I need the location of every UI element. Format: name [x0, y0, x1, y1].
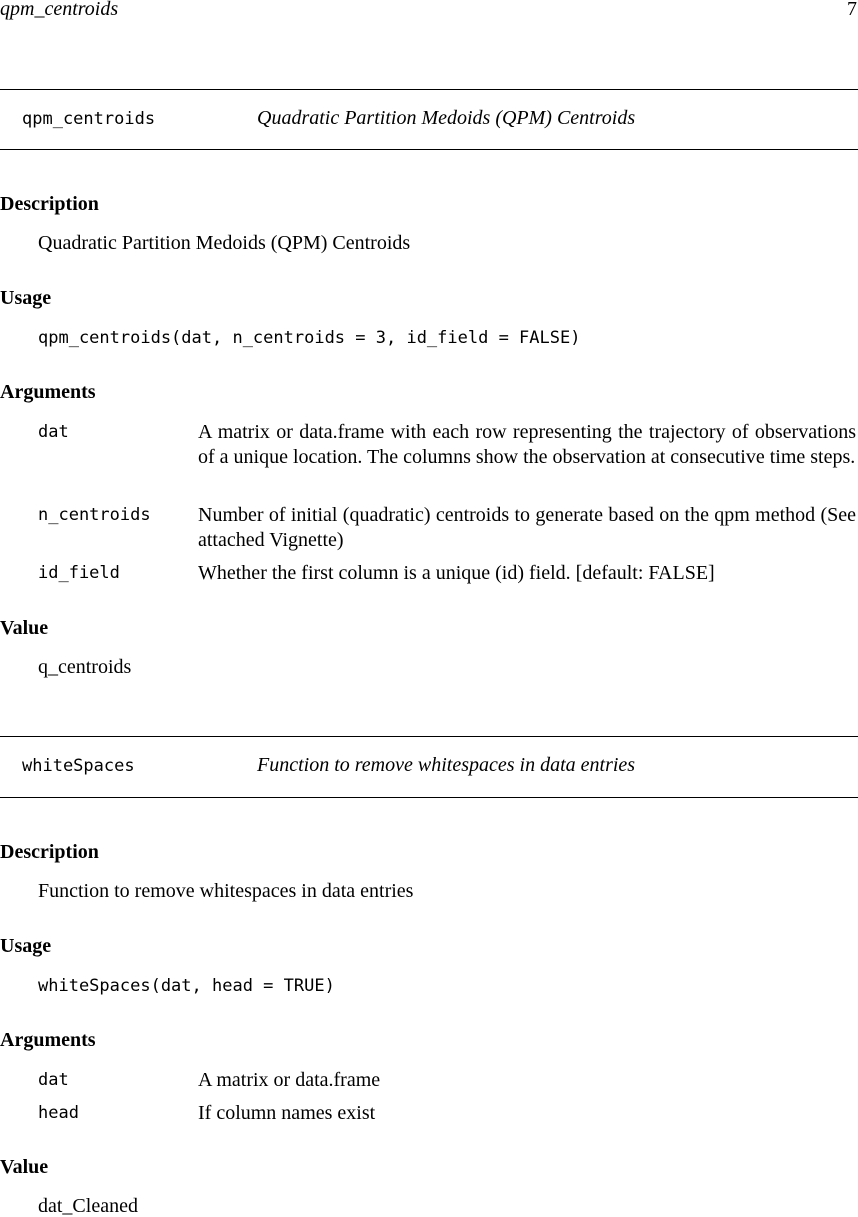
argument-description: If column names exist — [198, 1102, 376, 1124]
section-heading-value: Value — [0, 1156, 49, 1178]
entry-function-name: qpm_centroids — [22, 109, 156, 129]
entry-function-title: Quadratic Partition Medoids (QPM) Centroids — [257, 107, 636, 129]
value-text: q_centroids — [38, 656, 132, 678]
section-heading-description: Description — [0, 841, 99, 863]
value-text: dat_Cleaned — [38, 1195, 138, 1217]
running-title: qpm_centroids — [0, 0, 119, 20]
page-number: 7 — [847, 0, 857, 20]
argument-name: n_centroids — [38, 505, 151, 525]
argument-name: dat — [38, 1070, 69, 1090]
entry-top-rule — [0, 89, 858, 90]
argument-name: head — [38, 1103, 79, 1123]
section-heading-usage: Usage — [0, 287, 52, 309]
entry-bottom-rule — [0, 797, 858, 798]
entry-top-rule — [0, 736, 858, 737]
description-text: Function to remove whitespaces in data entries — [38, 880, 414, 902]
argument-description: A matrix or data.frame — [198, 1069, 381, 1091]
argument-description: A matrix or data.frame with each row representing the trajectory of observations of a unique location. The columns show the observation at consecutive time steps. — [198, 421, 856, 468]
entry-function-name: whiteSpaces — [22, 756, 135, 776]
argument-name: id_field — [38, 563, 120, 583]
usage-code: qpm_centroids(dat, n_centroids = 3, id_field = FALSE) — [38, 328, 581, 348]
argument-description: Number of initial (quadratic) centroids to generate based on the qpm method (See attached Vignette) — [198, 504, 856, 551]
section-heading-arguments: Arguments — [0, 381, 96, 403]
usage-code: whiteSpaces(dat, head = TRUE) — [38, 976, 335, 996]
argument-description: Whether the first column is a unique (id) field. [default: FALSE] — [198, 562, 715, 584]
section-heading-arguments: Arguments — [0, 1029, 96, 1051]
entry-function-title: Function to remove whitespaces in data entries — [257, 754, 636, 776]
section-heading-value: Value — [0, 617, 49, 639]
section-heading-description: Description — [0, 193, 99, 215]
entry-bottom-rule — [0, 149, 858, 150]
section-heading-usage: Usage — [0, 935, 52, 957]
description-text: Quadratic Partition Medoids (QPM) Centroids — [38, 232, 411, 254]
argument-name: dat — [38, 422, 69, 442]
